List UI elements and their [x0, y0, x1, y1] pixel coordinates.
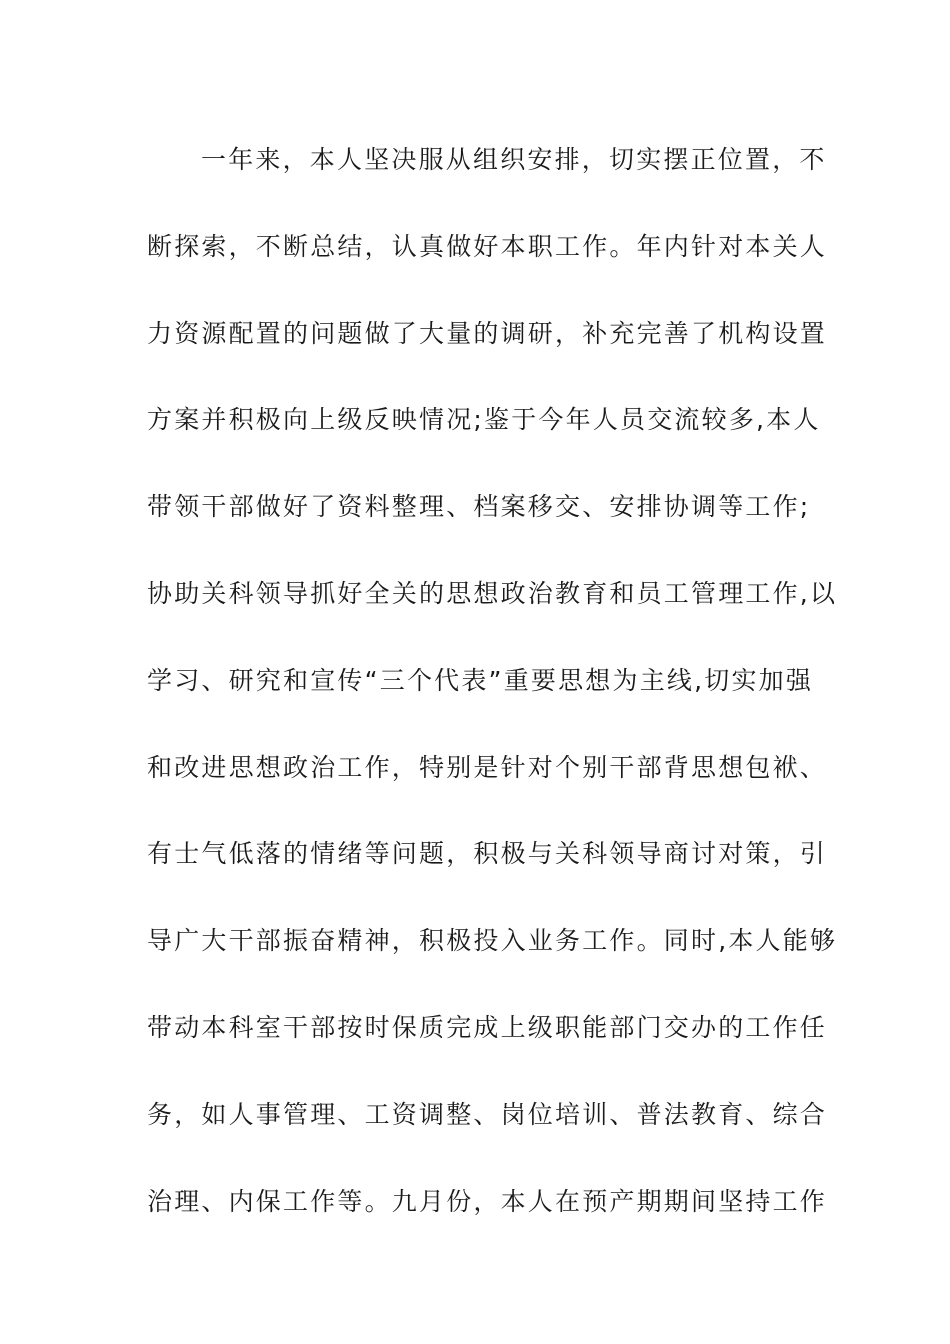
paragraph-line-1: 一年来，本人坚决服从组织安排，切实摆正位置，不 [201, 145, 827, 174]
paragraph-line-10: 导广大干部振奋精神，积极投入业务工作。同时,本人能够 [147, 926, 838, 956]
body-paragraph [147, 136, 838, 1264]
paragraph-line-7: 学习、研究和宣传“三个代表”重要思想为主线,切实加强 [147, 665, 814, 695]
paragraph-line-11: 带动本科室干部按时保质完成上级职能部门交办的工作任 [147, 1012, 828, 1042]
paragraph-line-2: 断探索，不断总结，认真做好本职工作。年内针对本关人 [147, 231, 828, 261]
paragraph-line-12: 务，如人事管理、工资调整、岗位培训、普法教育、综合 [147, 1099, 828, 1129]
paragraph-line-13: 治理、内保工作等。九月份，本人在预产期期间坚持工作 [147, 1186, 828, 1216]
paragraph-line-9: 有士气低落的情绪等问题，积极与关科领导商讨对策，引 [147, 839, 828, 869]
paragraph-line-5: 带领干部做好了资料整理、档案移交、安排协调等工作; [147, 492, 811, 522]
paragraph-line-3: 力资源配置的问题做了大量的调研，补充完善了机构设置 [147, 318, 828, 348]
paragraph-line-6: 协助关科领导抓好全关的思想政治教育和员工管理工作,以 [147, 578, 838, 608]
paragraph-line-4: 方案并积极向上级反映情况;鉴于今年人员交流较多,本人 [147, 405, 821, 435]
paragraph-line-8: 和改进思想政治工作，特别是针对个别干部背思想包袱、 [147, 752, 828, 782]
